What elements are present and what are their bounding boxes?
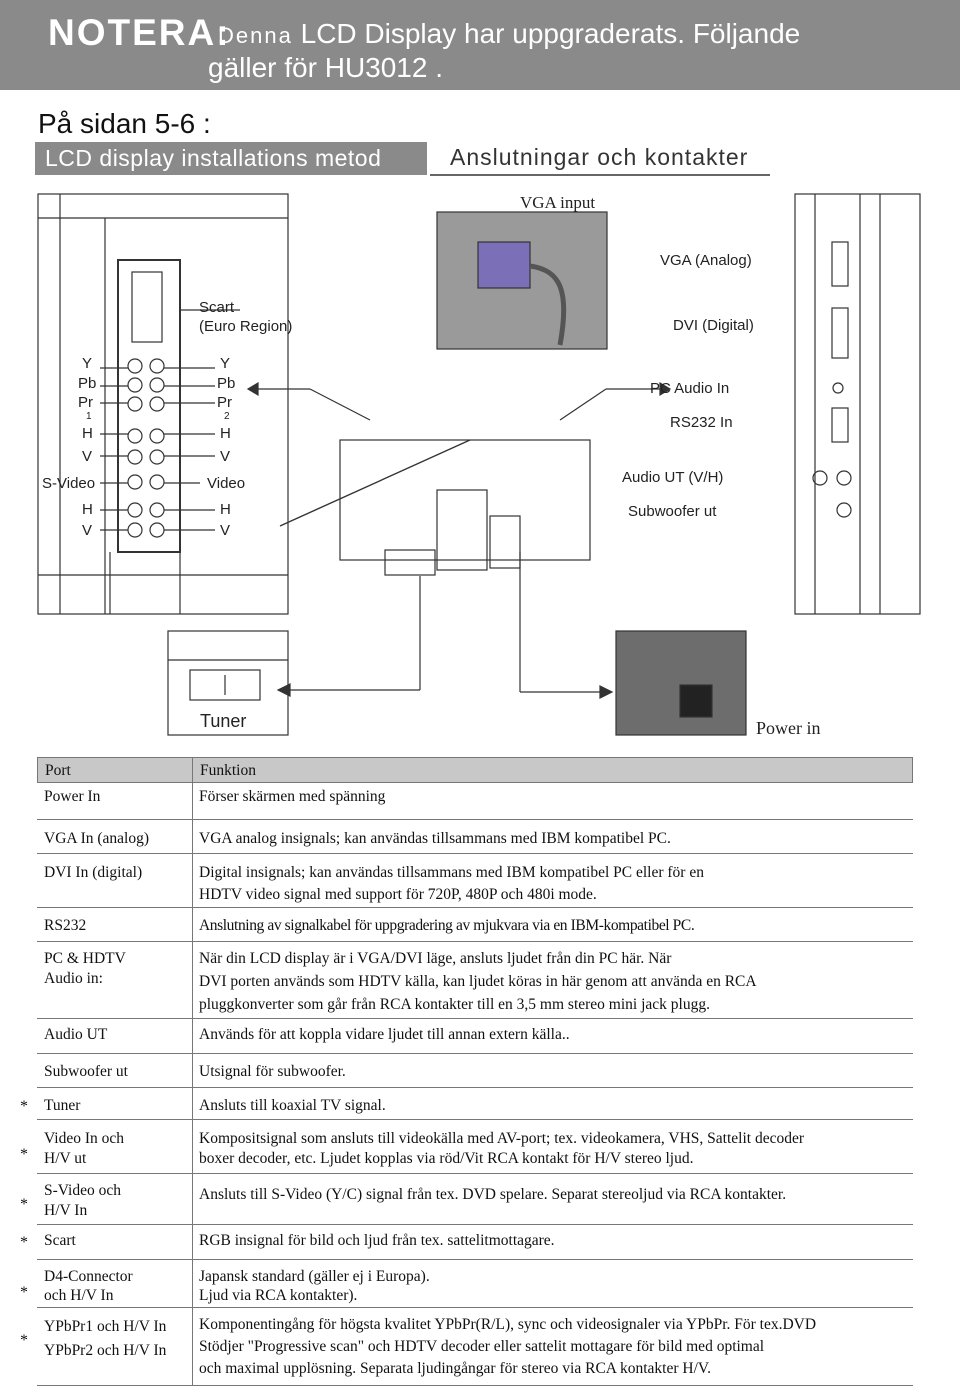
port-svideo-1: S-Video och xyxy=(44,1182,121,1199)
right-label-h2: H xyxy=(220,501,231,518)
func-scart: RGB insignal för bild och ljud från tex. sattelitmottagare. xyxy=(199,1232,555,1249)
func-ypbpr-3: och maximal upplösning. Separata ljudingångar för stereo via RCA kontakter H/V. xyxy=(199,1360,711,1377)
label-dvi-digital: DVI (Digital) xyxy=(673,317,754,334)
row-divider xyxy=(37,1307,913,1308)
right-label-video: Video xyxy=(207,475,246,492)
label-subwoofer-ut: Subwoofer ut xyxy=(628,503,717,520)
func-vga: VGA analog insignals; kan användas tillsammans med IBM kompatibel PC. xyxy=(199,830,671,847)
left-label-pb: Pb xyxy=(78,375,97,392)
func-video-1: Kompositsignal som ansluts till videokälla med AV-port; tex. videokamera, VHS, Sattelit decoder xyxy=(199,1130,804,1147)
right-index: 2 xyxy=(224,411,230,422)
right-label-v: V xyxy=(220,448,231,465)
port-ypbpr-1: YPbPr1 och H/V In xyxy=(44,1318,167,1335)
row-divider xyxy=(37,1173,913,1174)
row-divider xyxy=(37,1259,913,1260)
func-pc-audio-1: När din LCD display är i VGA/DVI läge, ansluts ljudet från din PC här. När xyxy=(199,950,672,967)
asterisk-scart: * xyxy=(20,1234,28,1251)
func-audio-ut: Används för att koppla vidare ljudet till annan extern källa.. xyxy=(199,1026,570,1043)
right-label-pr: Pr xyxy=(217,394,232,411)
left-label-svideo: S-Video xyxy=(42,475,96,492)
notice-line-1 xyxy=(218,18,800,50)
port-ypbpr-2: YPbPr2 och H/V In xyxy=(44,1342,167,1359)
func-video-2: boxer decoder, etc. Ljudet kopplas via röd/Vit RCA kontakt för H/V stereo ljud. xyxy=(199,1150,694,1167)
port-power-in: Power In xyxy=(44,788,101,805)
left-label-y: Y xyxy=(82,355,93,372)
row-divider xyxy=(37,1385,913,1386)
notice-line-1-rest: LCD Display har uppgraderats. Följande xyxy=(292,18,801,49)
header-banner xyxy=(0,0,960,90)
right-label-h: H xyxy=(220,425,231,442)
label-scart-1: Scart xyxy=(199,299,235,316)
label-vga-input: VGA input xyxy=(520,193,596,212)
left-jack-array xyxy=(128,359,164,537)
port-dvi: DVI In (digital) xyxy=(44,864,143,881)
left-index: 1 xyxy=(86,411,92,422)
port-audio-ut: Audio UT xyxy=(44,1026,108,1043)
tv-back xyxy=(340,440,590,560)
port-video-2: H/V ut xyxy=(44,1150,87,1167)
section-title-connections: Anslutningar och kontakter xyxy=(450,144,749,170)
left-label-v2: V xyxy=(82,522,93,539)
right-label-v2: V xyxy=(220,522,231,539)
func-rs232: Anslutning av signalkabel för uppgradering av mjukvara via en IBM-kompatibel PC. xyxy=(199,917,695,934)
func-tuner: Ansluts till koaxial TV signal. xyxy=(199,1097,386,1114)
label-pc-audio-in: PC Audio In xyxy=(650,380,730,397)
port-pc-audio-1: PC & HDTV xyxy=(44,950,126,967)
row-divider xyxy=(37,1053,913,1054)
label-scart-2: (Euro Region) xyxy=(199,318,293,335)
label-rs232-in: RS232 In xyxy=(670,414,733,431)
table-column-divider xyxy=(192,757,193,1385)
label-tuner: Tuner xyxy=(200,711,247,731)
right-panel-frame xyxy=(795,194,920,614)
asterisk-svideo: * xyxy=(20,1196,28,1213)
page-reference: På sidan 5-6 : xyxy=(38,108,211,139)
func-pc-audio-3: pluggkonverter som går från RCA kontakter till en 3,5 mm stereo mini jack plugg. xyxy=(199,996,710,1013)
asterisk-d4: * xyxy=(20,1284,28,1301)
notice-line-2: gäller för HU3012 . xyxy=(208,52,444,83)
label-audio-ut: Audio UT (V/H) xyxy=(622,469,724,486)
notera-label: NOTERA: xyxy=(48,12,231,53)
asterisk-tuner: * xyxy=(20,1098,28,1115)
port-pc-audio-2: Audio in: xyxy=(44,970,103,987)
func-ypbpr-2: Stödjer "Progressive scan" och HDTV decoder eller sattelit mottagare för bild med optimal xyxy=(199,1338,765,1355)
func-d4-1: Japansk standard (gäller ej i Europa). xyxy=(199,1268,430,1285)
asterisk-video: * xyxy=(20,1146,28,1163)
func-dvi-1: Digital insignals; kan användas tillsammans med IBM kompatibel PC eller för en xyxy=(199,864,704,881)
left-label-h: H xyxy=(82,425,93,442)
row-divider xyxy=(37,819,913,820)
header-function: Funktion xyxy=(200,762,256,779)
func-power-in: Förser skärmen med spänning xyxy=(199,788,386,805)
section-title-installation: LCD display installations metod xyxy=(35,142,427,175)
func-dvi-2: HDTV video signal med support för 720P, 480P och 480i mode. xyxy=(199,886,597,903)
func-svideo: Ansluts till S-Video (Y/C) signal från tex. DVD spelare. Separat stereoljud via RCA kontakter. xyxy=(199,1186,787,1203)
port-d4-2: och H/V In xyxy=(44,1287,114,1304)
asterisk-ypbpr: * xyxy=(20,1332,28,1349)
row-divider xyxy=(37,853,913,854)
label-power-in: Power in xyxy=(756,718,821,738)
port-video-1: Video In och xyxy=(44,1130,124,1147)
port-vga: VGA In (analog) xyxy=(44,830,150,847)
header-port: Port xyxy=(45,762,71,779)
connection-diagram xyxy=(0,180,960,740)
power-photo xyxy=(616,631,746,735)
port-subwoofer: Subwoofer ut xyxy=(44,1063,128,1080)
left-label-v: V xyxy=(82,448,93,465)
port-scart: Scart xyxy=(44,1232,76,1249)
func-pc-audio-2: DVI porten används som HDTV källa, kan ljudet köras in här genom att använda en RCA xyxy=(199,973,757,990)
port-svideo-2: H/V In xyxy=(44,1202,88,1219)
port-d4-1: D4-Connector xyxy=(44,1268,133,1285)
label-vga-analog: VGA (Analog) xyxy=(660,252,752,269)
notice-word-denna: Denna xyxy=(218,23,293,48)
func-ypbpr-1: Komponentingång för högsta kvalitet YPbPr(R/L), sync och videosignaler via YPbPr. För tex.DVD xyxy=(199,1316,817,1333)
port-tuner: Tuner xyxy=(44,1097,81,1114)
port-rs232: RS232 xyxy=(44,917,87,934)
func-subwoofer: Utsignal för subwoofer. xyxy=(199,1063,346,1080)
row-divider xyxy=(37,1224,913,1225)
row-divider xyxy=(37,941,913,942)
table-header-row xyxy=(37,757,913,783)
row-divider xyxy=(37,1018,913,1019)
row-divider xyxy=(37,907,913,908)
func-d4-2: Ljud via RCA kontakter). xyxy=(199,1287,358,1304)
section-rule xyxy=(430,174,770,176)
row-divider xyxy=(37,1119,913,1120)
right-label-y: Y xyxy=(220,355,231,372)
right-label-pb: Pb xyxy=(217,375,236,392)
left-label-pr: Pr xyxy=(78,394,93,411)
left-label-h2: H xyxy=(82,501,93,518)
row-divider xyxy=(37,1087,913,1088)
